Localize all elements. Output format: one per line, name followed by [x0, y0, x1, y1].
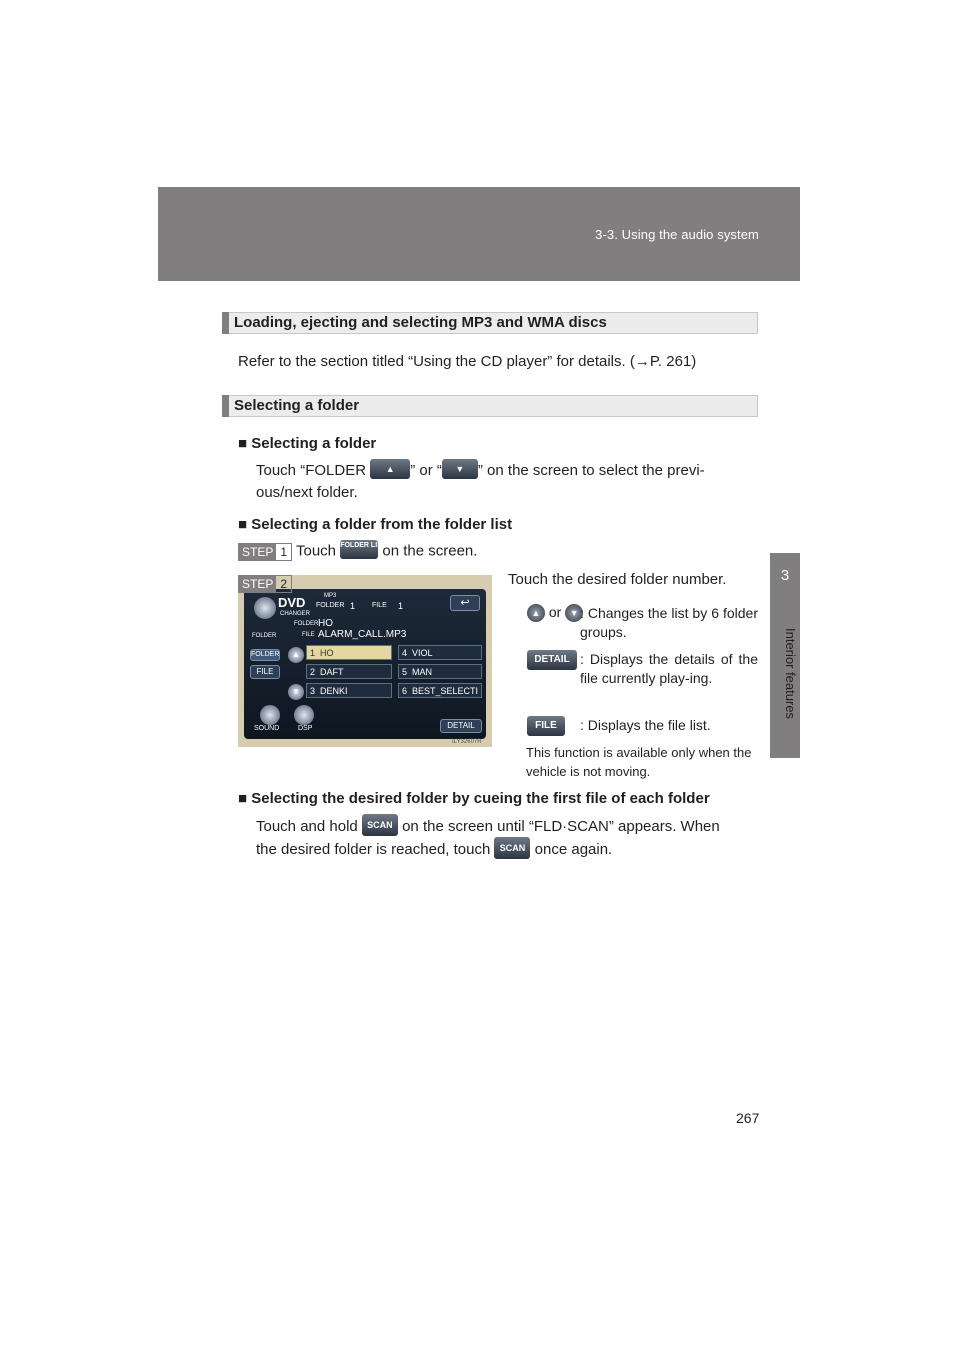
screen-folder-button: FOLDER [250, 649, 280, 661]
instruction-line: Touch and hold SCAN on the screen until “FLD·SCAN” appears. When [256, 816, 720, 838]
section-heading-loading [222, 312, 758, 334]
disc-icon [254, 597, 276, 619]
description-text: : Changes the list by 6 folder groups. [580, 605, 758, 640]
folder-item: 6 BEST_SELECTI [398, 683, 482, 698]
description-file [527, 716, 565, 736]
audio-screen-image: DVD CHANGER MP3 FOLDER 1 FILE 1 ↩ FOLDER HO FILE ALARM_CALL.MP3 FOLDER FOLDER FILE ▲ ▼ 1 HO 2 DAFT 3 DENKI 4 VIOL 5 MAN 6 BEST_SELECTI SOUND DSP DETAIL ILY32607R [238, 575, 492, 747]
step-badge: STEP 1 [238, 543, 292, 561]
description-text: : Displays the details of the file currently play-ing. [580, 651, 758, 686]
scan-button: SCAN [494, 837, 530, 859]
folder-down-button: ▼ [442, 459, 478, 479]
description-text: : Displays the file list. [580, 717, 711, 733]
up-icon: ▲ [527, 604, 545, 622]
down-icon: ▼ [288, 684, 304, 700]
folder-up-button: ▲ [370, 459, 410, 479]
sound-icon [260, 705, 280, 725]
section-title: Selecting a folder [234, 397, 360, 414]
header-band [158, 187, 800, 281]
folder-item: 1 HO [306, 645, 392, 660]
step1-text: Touch FOLDER LIST on the screen. [296, 542, 478, 560]
page-number: 267 [736, 1110, 760, 1126]
instruction-line: Touch “FOLDER ▲ ” or “ ▼ ” on the screen to select the previ- [256, 461, 705, 481]
description-detail [527, 650, 577, 670]
subheading-folder-list: ■ Selecting a folder from the folder list [238, 516, 513, 533]
section-header: 3-3. Using the audio system [595, 227, 759, 242]
folder-item: 4 VIOL [398, 645, 482, 660]
down-icon: ▼ [565, 604, 583, 622]
return-icon: ↩ [450, 595, 480, 611]
folder-item: 3 DENKI [306, 683, 392, 698]
instruction-line: the desired folder is reached, touch SCAN once again. [256, 839, 612, 861]
step2-text: Touch the desired folder number. [508, 571, 727, 588]
note-text: This function is available only when the vehicle is not moving. [526, 745, 752, 779]
description-arrows: ▲ or ▼ [527, 603, 757, 622]
file-button: FILE [527, 716, 565, 736]
folder-item: 5 MAN [398, 664, 482, 679]
dsp-icon [294, 705, 314, 725]
detail-button: DETAIL [527, 650, 577, 670]
folder-list-button: FOLDER LIST [340, 540, 378, 559]
chapter-number: 3 [780, 567, 790, 584]
subheading-selecting-folder: ■ Selecting a folder [238, 435, 377, 452]
up-icon: ▲ [288, 647, 304, 663]
folder-item: 2 DAFT [306, 664, 392, 679]
step-badge: STEP 2 [238, 575, 292, 593]
screen-detail-button: DETAIL [440, 719, 482, 733]
section-text: Refer to the section titled “Using the CD player” for details. (→P. 261) [238, 353, 697, 370]
scan-button: SCAN [362, 814, 398, 836]
section-title: Loading, ejecting and selecting MP3 and WMA discs [234, 314, 607, 331]
screen-file-button: FILE [250, 665, 280, 679]
section-heading-selecting [222, 395, 758, 417]
subheading-cueing: ■ Selecting the desired folder by cueing the first file of each folder [238, 790, 710, 807]
chapter-label: Interior features [783, 628, 798, 720]
instruction-line: ous/next folder. [256, 484, 358, 501]
